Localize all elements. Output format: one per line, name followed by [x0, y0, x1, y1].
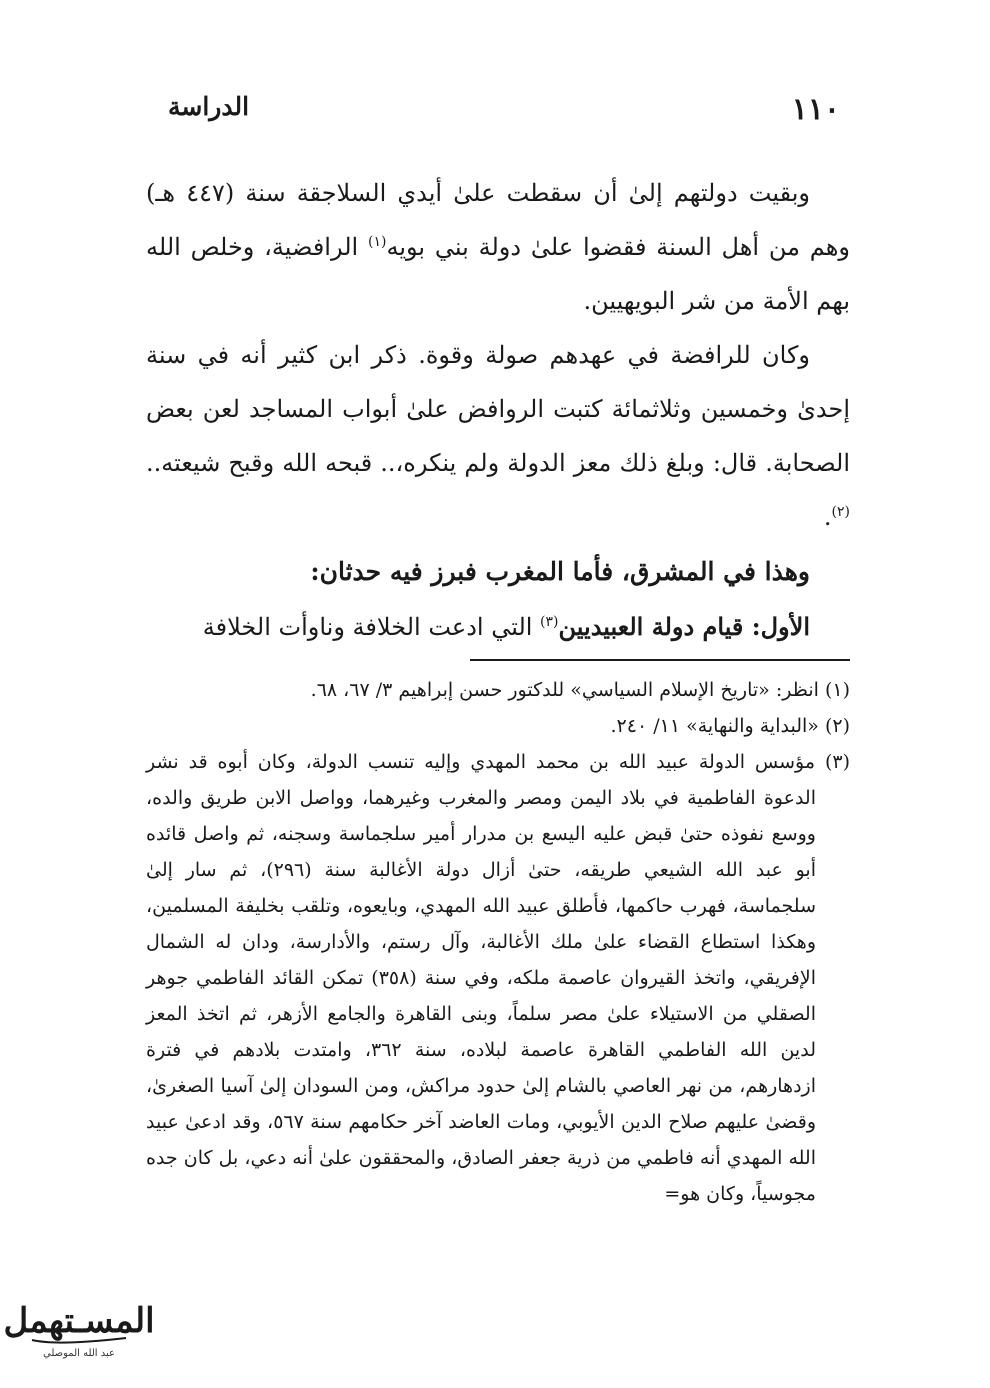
footnote-3-number: (٣): [824, 751, 850, 773]
footnote-separator: [470, 659, 850, 661]
footnote-ref-3: (٣): [540, 614, 559, 630]
footnote-2-text: «البداية والنهاية» ١١/ ٢٤٠.: [610, 715, 819, 737]
footnotes: [146, 672, 850, 1212]
page-number: ١١٠: [791, 92, 840, 127]
paragraph-2-text-a: وكان للرافضة في عهدهم صولة وقوة. ذكر ابن كثير أنه في سنة إحدىٰ وخمسين وثلاثمائة كتبت الروافض علىٰ أبواب المساجد لعن بعض الصحابة. قال: وبلغ ذلك معز الدولة ولم ينكره،.. قبحه الله وقبح شيعته..: [146, 341, 850, 477]
paragraph-4-label: الأول: قيام دولة العبيديين: [558, 612, 810, 641]
paragraph-1-text-a: وبقيت دولتهم إلىٰ أن سقطت علىٰ أيدي السلاجقة سنة (٤٤٧ هـ) وهم من أهل السنة فقضوا علىٰ دولة بني بويه: [146, 179, 850, 261]
main-text: [146, 166, 850, 654]
calligraphy-stamp-logo: [3, 1288, 155, 1364]
paragraph-4: [146, 600, 850, 654]
running-head: [150, 92, 840, 132]
section-title: الدراسة: [168, 92, 250, 121]
paragraph-1: [146, 166, 850, 328]
footnote-2: [146, 708, 850, 744]
footnote-ref-1: (١): [368, 234, 387, 250]
stamp-small-text: عبد الله الموصلي: [43, 1348, 115, 1359]
stamp-main-text: المسـتهمل: [3, 1301, 155, 1341]
paragraph-4-text-b: التي ادعت الخلافة وناوأت الخلافة: [202, 613, 541, 641]
paragraph-3: وهذا في المشرق، فأما المغرب فبرز فيه حدثان:: [310, 557, 810, 586]
footnote-3-text: مؤسس الدولة عبيد الله بن محمد المهدي وإليه تنسب الدولة، وكان أبوه قد نشر الدعوة الفاطمية في بلاد اليمن ومصر والمغرب وغيرهما، وواصل الابن طريق والده، ووسع نفوذه حتىٰ قبض عليه اليسع بن مدرار أمير سلجماسة وسجنه، ثم واصل قائده أبو عبد الله الشيعي طريقه، حتىٰ أزال دولة الأغالبة سنة (٢٩٦)، ثم سار إلىٰ سلجماسة، فهرب حاكمها، فأطلق عبيد الله المهدي، وبايعوه، وتلقب بخليفة المسلمين، وهكذا استطاع القضاء علىٰ ملك الأغالبة، وآل رستم، والأدارسة، ودان له الشمال الإفريقي، واتخذ القيروان عاصمة ملكه، وفي سنة (٣٥٨) تمكن القائد الفاطمي جوهر الصقلي من الاستيلاء علىٰ مصر سلماً، وبنى القاهرة والجامع الأزهر، ثم اتخذ المعز لدين الله الفاطمي القاهرة عاصمة لبلاده، سنة ٣٦٢، وامتدت بلادهم في فترة ازدهارهم، من نهر العاصي بالشام إلىٰ حدود مراكش، ومن السودان إلىٰ آسيا الصغرىٰ، وقضىٰ عليهم صلاح الدين الأيوبي، ومات العاضد آخر حكامهم سنة ٥٦٧، وقد ادعىٰ عبيد الله المهدي أنه فاطمي من ذرية جعفر الصادق، والمحققون علىٰ أنه دعي، بل كان جده مجوسياً، وكان هو=: [146, 751, 817, 1205]
footnote-1-number: (١): [824, 679, 850, 701]
paragraph-1-text-b: الرافضية، وخلص الله بهم الأمة من شر البويهيين.: [146, 233, 850, 315]
paragraph-2: [146, 328, 850, 544]
footnote-1-text: انظر: «تاريخ الإسلام السياسي» للدكتور حسن إبراهيم ٣/ ٦٧، ٦٨.: [310, 679, 819, 701]
footnote-3: [146, 744, 850, 1212]
footnote-2-number: (٢): [824, 715, 850, 737]
paragraph-2-text-b: .: [823, 503, 832, 531]
footnote-ref-2: (٢): [831, 504, 850, 520]
footnote-1: [146, 672, 850, 708]
